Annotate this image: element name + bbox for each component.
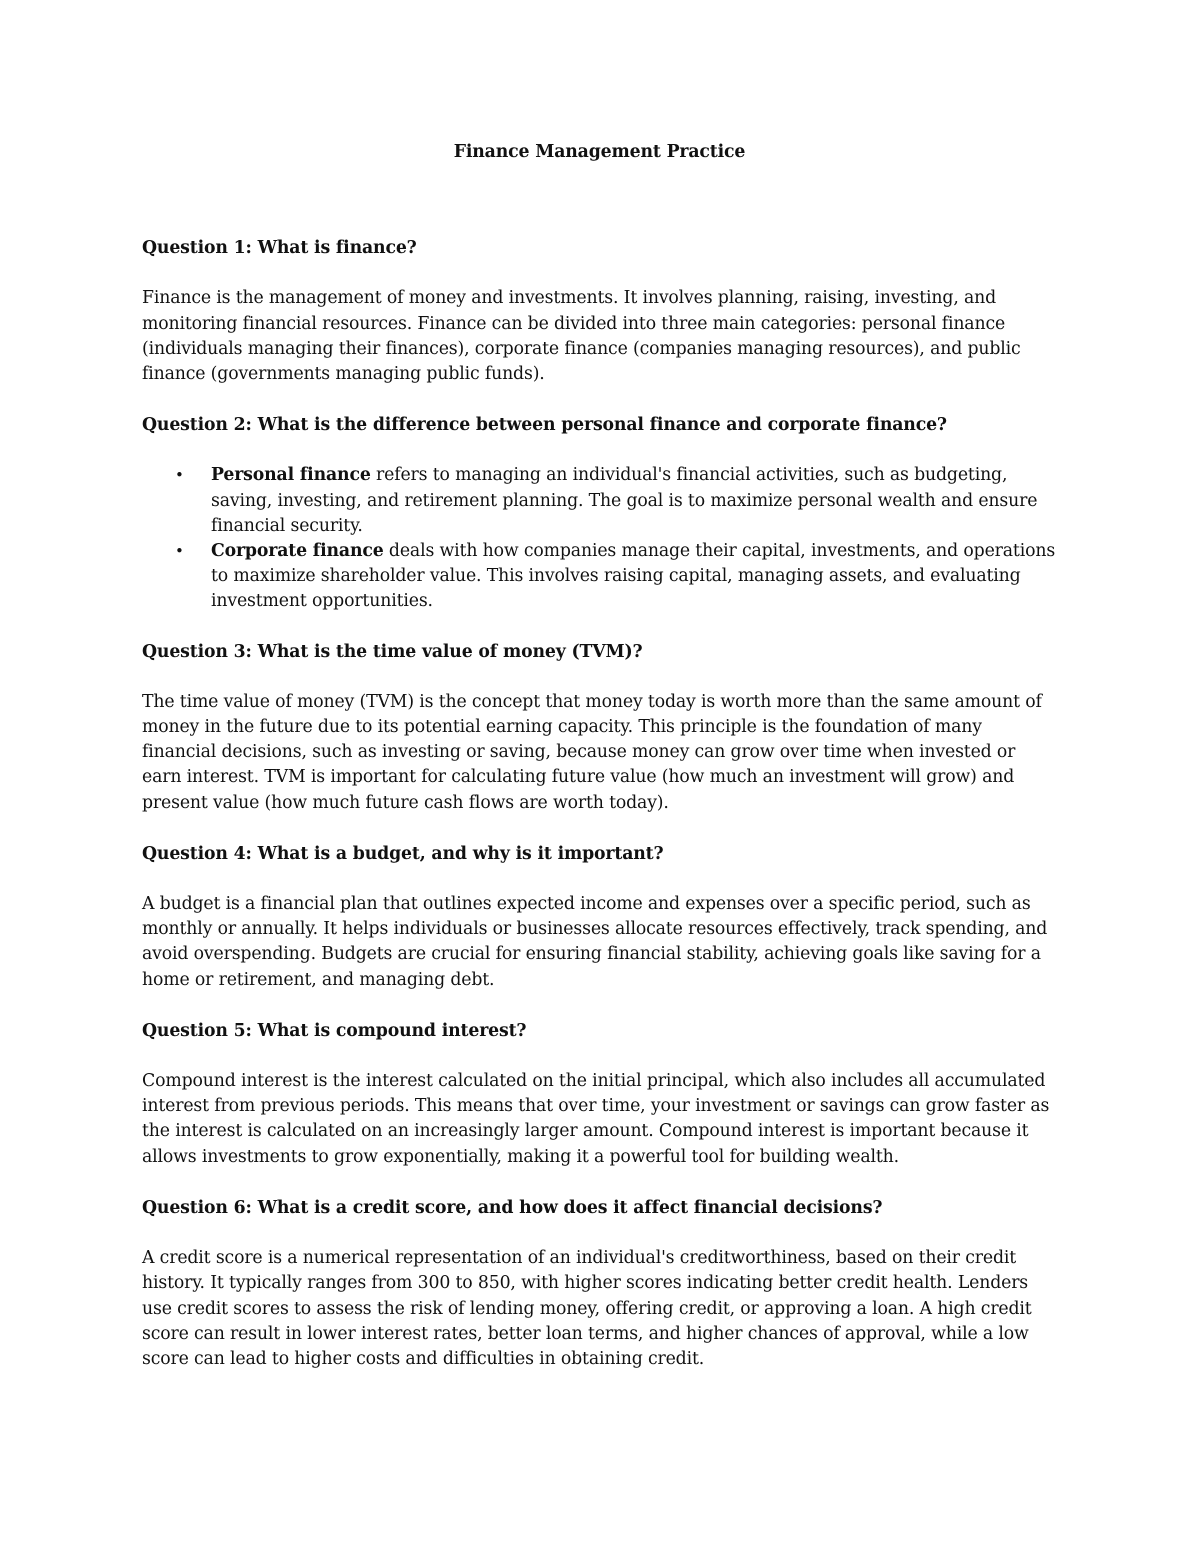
- bullet-term: Corporate finance: [211, 541, 384, 562]
- document-content: [142, 140, 1057, 1398]
- bullet-text: refers to managing an individual's financial activities, such as budgeting, saving, investing, and retirement planning. The goal is to maximize personal wealth and ensure financial security.: [211, 465, 1038, 536]
- list-item: [175, 463, 1057, 539]
- question-5-heading: Question 5: What is compound interest?: [142, 1020, 527, 1041]
- question-6-heading: Question 6: What is a credit score, and how does it affect financial decisions?: [142, 1197, 883, 1218]
- question-2-bullet-list: [142, 463, 1057, 614]
- question-2-heading: Question 2: What is the difference between personal finance and corporate finance?: [142, 415, 947, 436]
- question-3-answer: The time value of money (TVM) is the concept that money today is worth more than the same amount of money in the future due to its potential earning capacity. This principle is the foundation of many financial decisions, such as investing or saving, because money can grow over time when invested or earn interest. TVM is important for calculating future value (how much an investment will grow) and present value (how much future cash flows are worth today).: [142, 691, 1042, 813]
- bullet-icon: •: [175, 542, 184, 561]
- question-4-heading: Question 4: What is a budget, and why is it important?: [142, 843, 664, 864]
- document-title: Finance Management Practice: [453, 142, 746, 162]
- question-1-answer: Finance is the management of money and investments. It involves planning, raising, investing, and monitoring financial resources. Finance can be divided into three main categories: personal finance (individuals managing their finances), corporate finance (companies managing resources), and public finance (governments managing public funds).: [142, 288, 1021, 385]
- bullet-icon: •: [175, 466, 184, 485]
- bullet-term: Personal finance: [211, 465, 371, 486]
- question-6-answer: A credit score is a numerical representation of an individual's creditworthiness, based on their credit history. It typically ranges from 300 to 850, with higher scores indicating better credit health. Lenders use credit scores to assess the risk of lending money, offering credit, or approving a loan. A high credit score can result in lower interest rates, better loan terms, and higher chances of approval, while a low score can lead to higher costs and difficulties in obtaining credit.: [142, 1248, 1032, 1369]
- bullet-text: deals with how companies manage their capital, investments, and operations to maximize shareholder value. This involves raising capital, managing assets, and evaluating investment opportunities.: [211, 541, 1056, 612]
- question-1-heading: Question 1: What is finance?: [142, 238, 417, 259]
- question-4-answer: A budget is a financial plan that outlines expected income and expenses over a specific period, such as monthly or annually. It helps individuals or businesses allocate resources effectively, track spending, and avoid overspending. Budgets are crucial for ensuring financial stability, achieving goals like saving for a home or retirement, and managing debt.: [142, 894, 1048, 990]
- question-3-heading: Question 3: What is the time value of money (TVM)?: [142, 641, 643, 662]
- list-item: [175, 539, 1057, 615]
- question-5-answer: Compound interest is the interest calculated on the initial principal, which also includes all accumulated interest from previous periods. This means that over time, your investment or savings can grow faster as the interest is calculated on an increasingly larger amount. Compound interest is important because it allows investments to grow exponentially, making it a powerful tool for building wealth.: [142, 1071, 1050, 1167]
